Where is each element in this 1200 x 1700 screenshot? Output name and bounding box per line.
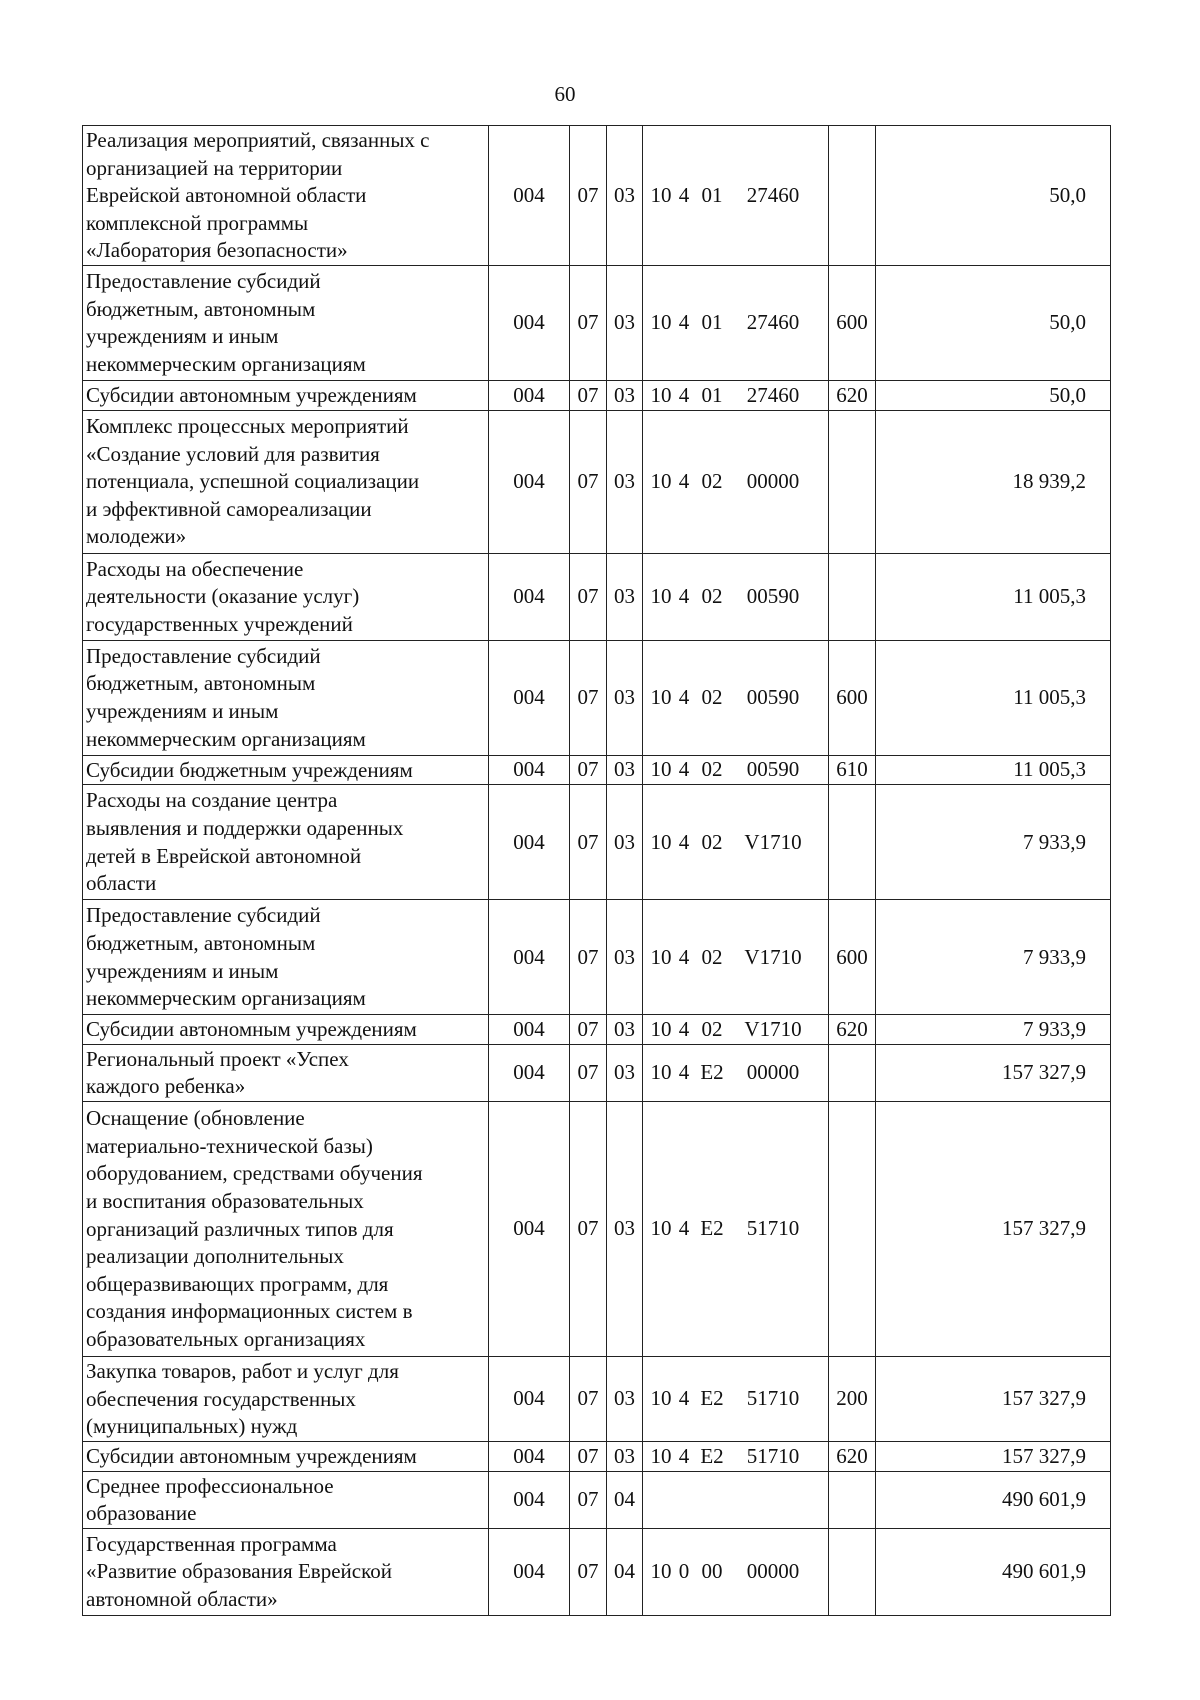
- target-code-part: 4: [678, 469, 690, 494]
- expense-type-code: [829, 1471, 876, 1528]
- grbs-code: 004: [489, 1101, 570, 1356]
- amount: 157 327,9: [876, 1441, 1111, 1471]
- target-article-code: [643, 1044, 829, 1101]
- section-code: 07: [570, 410, 607, 553]
- target-code-part: 4: [678, 382, 690, 407]
- amount: 157 327,9: [876, 1044, 1111, 1101]
- expense-type-code: 620: [829, 380, 876, 410]
- row-name: Субсидии бюджетным учреждениям: [83, 755, 489, 785]
- expense-type-code: 610: [829, 755, 876, 785]
- target-article-code: [643, 1015, 829, 1045]
- section-code: 07: [570, 640, 607, 755]
- target-code-part: 00000: [746, 1559, 800, 1584]
- table-row: [83, 755, 1111, 785]
- target-article-code: [643, 380, 829, 410]
- subsection-code: 03: [607, 1441, 643, 1471]
- section-code: 07: [570, 900, 607, 1015]
- target-code-part: 51710: [746, 1443, 800, 1468]
- target-code-part: 4: [678, 1443, 690, 1468]
- section-code: 07: [570, 1015, 607, 1045]
- grbs-code: 004: [489, 640, 570, 755]
- section-code: 07: [570, 1528, 607, 1615]
- table-row: [83, 380, 1111, 410]
- expense-type-code: 200: [829, 1356, 876, 1441]
- amount: 50,0: [876, 380, 1111, 410]
- subsection-code: 04: [607, 1528, 643, 1615]
- target-code-part: 00590: [746, 757, 800, 782]
- expense-type-code: [829, 1044, 876, 1101]
- subsection-code: 03: [607, 785, 643, 900]
- grbs-code: 004: [489, 380, 570, 410]
- expense-type-code: 600: [829, 265, 876, 380]
- table-row: [83, 785, 1111, 900]
- target-article-code: [643, 1471, 829, 1528]
- subsection-code: 03: [607, 1044, 643, 1101]
- expense-type-code: 620: [829, 1015, 876, 1045]
- target-code-part: 02: [701, 685, 723, 710]
- table-row: [83, 900, 1111, 1015]
- grbs-code: 004: [489, 410, 570, 553]
- section-code: 07: [570, 553, 607, 640]
- target-code-part: 10: [650, 757, 672, 782]
- budget-table: [82, 125, 1111, 1616]
- section-code: 07: [570, 380, 607, 410]
- row-name: Оснащение (обновление материально-технической базы) оборудованием, средствами обучения и воспитания образовательных организаций различных типов для реализации дополнительных общеразвивающих программ, для создания информационных систем в образовательных организациях: [83, 1101, 489, 1356]
- target-code-part: 10: [650, 584, 672, 609]
- amount: 18 939,2: [876, 410, 1111, 553]
- subsection-code: 04: [607, 1471, 643, 1528]
- row-name: Государственная программа «Развитие образования Еврейской автономной области»: [83, 1528, 489, 1615]
- row-name: Расходы на создание центра выявления и поддержки одаренных детей в Еврейской автономной области: [83, 785, 489, 900]
- amount: 11 005,3: [876, 640, 1111, 755]
- target-code-part: 4: [678, 829, 690, 854]
- grbs-code: 004: [489, 1044, 570, 1101]
- target-code-part: 01: [701, 182, 723, 207]
- target-article-code: [643, 900, 829, 1015]
- grbs-code: 004: [489, 553, 570, 640]
- amount: 50,0: [876, 126, 1111, 266]
- target-code-part: 01: [701, 310, 723, 335]
- row-name: Предоставление субсидий бюджетным, автономным учреждениям и иным некоммерческим организациям: [83, 900, 489, 1015]
- target-code-part: 10: [650, 1016, 672, 1041]
- expense-type-code: 620: [829, 1441, 876, 1471]
- subsection-code: 03: [607, 553, 643, 640]
- section-code: 07: [570, 1356, 607, 1441]
- row-name: Предоставление субсидий бюджетным, автономным учреждениям и иным некоммерческим организациям: [83, 265, 489, 380]
- target-code-part: 02: [701, 1016, 723, 1041]
- table-row: [83, 1101, 1111, 1356]
- row-name: Субсидии автономным учреждениям: [83, 380, 489, 410]
- target-code-part: 10: [650, 1216, 672, 1241]
- target-code-part: 10: [650, 182, 672, 207]
- target-article-code: [643, 265, 829, 380]
- expense-type-code: [829, 410, 876, 553]
- target-code-part: 4: [678, 685, 690, 710]
- target-article-code: [643, 785, 829, 900]
- subsection-code: 03: [607, 410, 643, 553]
- row-name: Закупка товаров, работ и услуг для обеспечения государственных (муниципальных) нужд: [83, 1356, 489, 1441]
- table-row: [83, 1356, 1111, 1441]
- target-code-part: 10: [650, 310, 672, 335]
- expense-type-code: [829, 785, 876, 900]
- target-article-code: [643, 640, 829, 755]
- target-code-part: 4: [678, 1386, 690, 1411]
- target-code-part: 4: [678, 1216, 690, 1241]
- amount: 7 933,9: [876, 1015, 1111, 1045]
- amount: 490 601,9: [876, 1528, 1111, 1615]
- target-code-part: 00: [701, 1559, 723, 1584]
- target-code-part: 02: [701, 829, 723, 854]
- subsection-code: 03: [607, 380, 643, 410]
- subsection-code: 03: [607, 640, 643, 755]
- table-row: [83, 1471, 1111, 1528]
- subsection-code: 03: [607, 126, 643, 266]
- target-code-part: 4: [678, 1060, 690, 1085]
- target-article-code: [643, 755, 829, 785]
- subsection-code: 03: [607, 900, 643, 1015]
- amount: 7 933,9: [876, 785, 1111, 900]
- row-name: Комплекс процессных мероприятий «Создание условий для развития потенциала, успешной социализации и эффективной самореализации молодежи»: [83, 410, 489, 553]
- expense-type-code: [829, 553, 876, 640]
- target-code-part: 51710: [746, 1386, 800, 1411]
- target-code-part: 4: [678, 757, 690, 782]
- section-code: 07: [570, 1441, 607, 1471]
- grbs-code: 004: [489, 265, 570, 380]
- target-code-part: 27460: [746, 382, 800, 407]
- target-article-code: [643, 1441, 829, 1471]
- target-code-part: 02: [701, 584, 723, 609]
- target-code-part: V1710: [744, 1016, 802, 1041]
- expense-type-code: 600: [829, 900, 876, 1015]
- target-code-part: 10: [650, 1559, 672, 1584]
- target-article-code: [643, 410, 829, 553]
- amount: 157 327,9: [876, 1101, 1111, 1356]
- table-row: [83, 126, 1111, 266]
- grbs-code: 004: [489, 1441, 570, 1471]
- grbs-code: 004: [489, 900, 570, 1015]
- section-code: 07: [570, 1044, 607, 1101]
- section-code: 07: [570, 1101, 607, 1356]
- subsection-code: 03: [607, 1101, 643, 1356]
- row-name: Реализация мероприятий, связанных с организацией на территории Еврейской автономной области комплексной программы «Лаборатория безопасности»: [83, 126, 489, 266]
- target-code-part: 10: [650, 829, 672, 854]
- table-row: [83, 1044, 1111, 1101]
- grbs-code: 004: [489, 1471, 570, 1528]
- target-code-part: E2: [700, 1060, 724, 1085]
- target-code-part: 4: [678, 944, 690, 969]
- target-code-part: V1710: [744, 829, 802, 854]
- expense-type-code: 600: [829, 640, 876, 755]
- target-code-part: 00000: [746, 1060, 800, 1085]
- grbs-code: 004: [489, 1528, 570, 1615]
- row-name: Субсидии автономным учреждениям: [83, 1015, 489, 1045]
- expense-type-code: [829, 1528, 876, 1615]
- expense-type-code: [829, 1101, 876, 1356]
- section-code: 07: [570, 265, 607, 380]
- target-code-part: 27460: [746, 310, 800, 335]
- amount: 490 601,9: [876, 1471, 1111, 1528]
- target-code-part: 01: [701, 382, 723, 407]
- grbs-code: 004: [489, 785, 570, 900]
- target-code-part: E2: [700, 1386, 724, 1411]
- table-row: [83, 1528, 1111, 1615]
- table-row: [83, 410, 1111, 553]
- target-code-part: 4: [678, 584, 690, 609]
- target-code-part: 10: [650, 469, 672, 494]
- section-code: 07: [570, 755, 607, 785]
- target-code-part: E2: [700, 1216, 724, 1241]
- table-row: [83, 553, 1111, 640]
- table-row: [83, 1015, 1111, 1045]
- target-code-part: 27460: [746, 182, 800, 207]
- target-code-part: 10: [650, 1060, 672, 1085]
- section-code: 07: [570, 785, 607, 900]
- subsection-code: 03: [607, 755, 643, 785]
- subsection-code: 03: [607, 1356, 643, 1441]
- target-code-part: 02: [701, 944, 723, 969]
- amount: 50,0: [876, 265, 1111, 380]
- row-name: Среднее профессиональное образование: [83, 1471, 489, 1528]
- row-name: Расходы на обеспечение деятельности (оказание услуг) государственных учреждений: [83, 553, 489, 640]
- amount: 11 005,3: [876, 553, 1111, 640]
- target-code-part: 10: [650, 685, 672, 710]
- grbs-code: 004: [489, 1015, 570, 1045]
- target-code-part: 4: [678, 182, 690, 207]
- grbs-code: 004: [489, 1356, 570, 1441]
- target-code-part: V1710: [744, 944, 802, 969]
- grbs-code: 004: [489, 755, 570, 785]
- target-article-code: [643, 1356, 829, 1441]
- row-name: Региональный проект «Успех каждого ребенка»: [83, 1044, 489, 1101]
- page-number: 60: [554, 82, 576, 106]
- target-article-code: [643, 553, 829, 640]
- amount: 11 005,3: [876, 755, 1111, 785]
- subsection-code: 03: [607, 265, 643, 380]
- table-row: [83, 1441, 1111, 1471]
- section-code: 07: [570, 126, 607, 266]
- target-code-part: 00000: [746, 469, 800, 494]
- target-code-part: E2: [700, 1443, 724, 1468]
- budget-table-body: [83, 126, 1111, 1616]
- row-name: Предоставление субсидий бюджетным, автономным учреждениям и иным некоммерческим организациям: [83, 640, 489, 755]
- target-code-part: 0: [678, 1559, 690, 1584]
- subsection-code: 03: [607, 1015, 643, 1045]
- target-code-part: 00590: [746, 584, 800, 609]
- target-code-part: 10: [650, 382, 672, 407]
- table-row: [83, 265, 1111, 380]
- target-code-part: 10: [650, 1443, 672, 1468]
- table-row: [83, 640, 1111, 755]
- section-code: 07: [570, 1471, 607, 1528]
- target-article-code: [643, 126, 829, 266]
- row-name: Субсидии автономным учреждениям: [83, 1441, 489, 1471]
- target-code-part: 02: [701, 757, 723, 782]
- target-code-part: 51710: [746, 1216, 800, 1241]
- amount: 7 933,9: [876, 900, 1111, 1015]
- target-code-part: 00590: [746, 685, 800, 710]
- target-code-part: 10: [650, 944, 672, 969]
- target-code-part: 4: [678, 310, 690, 335]
- expense-type-code: [829, 126, 876, 266]
- amount: 157 327,9: [876, 1356, 1111, 1441]
- grbs-code: 004: [489, 126, 570, 266]
- target-code-part: 4: [678, 1016, 690, 1041]
- target-code-part: 02: [701, 469, 723, 494]
- target-article-code: [643, 1101, 829, 1356]
- target-article-code: [643, 1528, 829, 1615]
- target-code-part: 10: [650, 1386, 672, 1411]
